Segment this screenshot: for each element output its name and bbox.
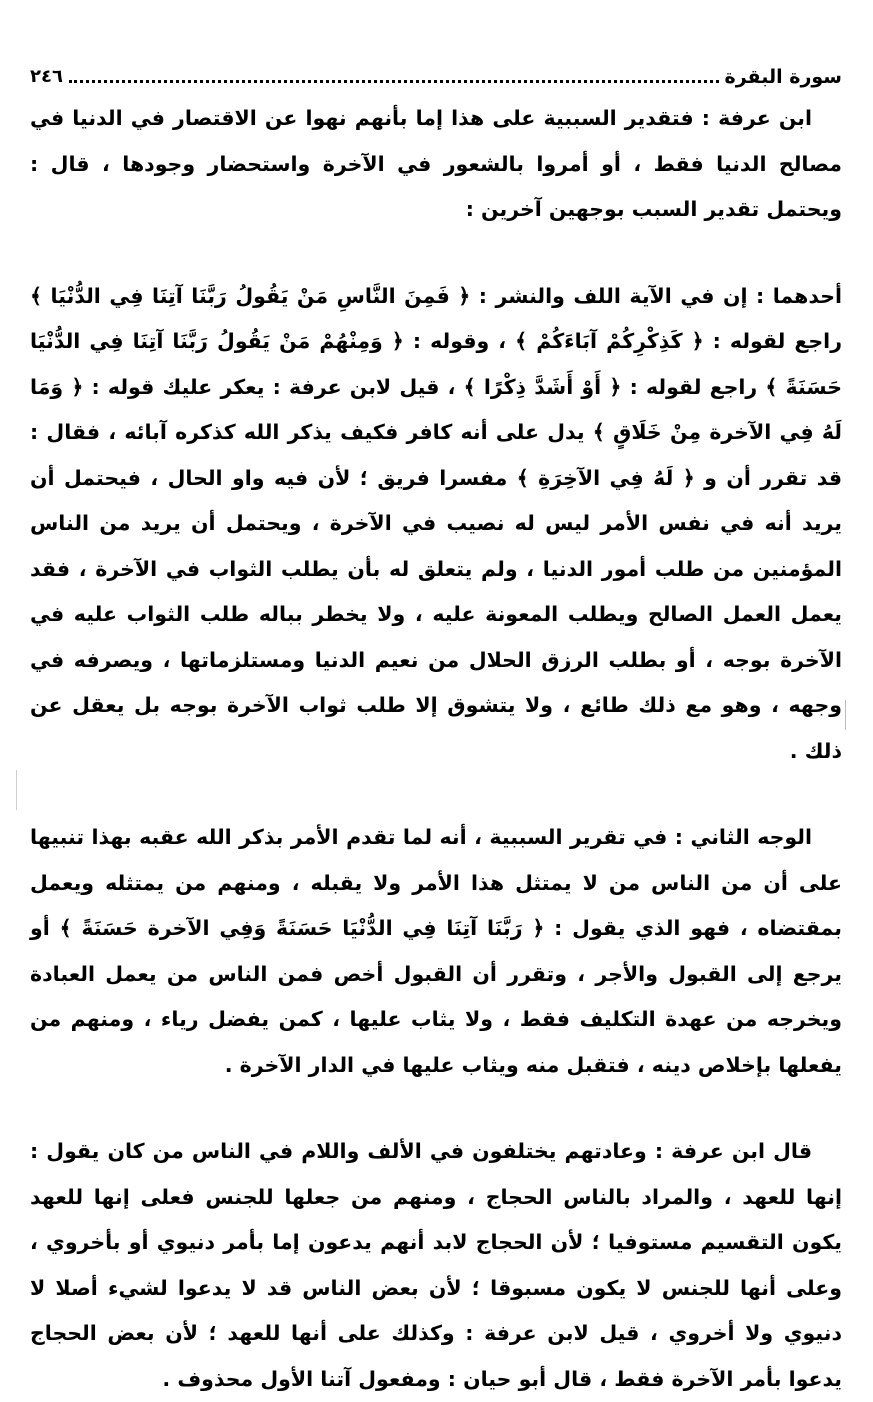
paragraph-indent bbox=[812, 1139, 842, 1163]
paragraph-text: الوجه الثاني : في تقرير السببية ، أنه لما تقدم الأمر بذكر الله عقبه بهذا تنبيها على أن من الناس من لا يمتثل هذا الأمر ولا يقبله ، ومنهم من يمتثله ويعمل بمقتضاه ، فهو الذي يقول : ﴿ رَبَّنَا آتِنَا فِي الدُّنْيَا حَسَنَةً وَفِي الآخرة حَسَنَةً ﴾ أو يرجع إلى القبول والأجر ، وتقرر أن القبول أخص فمن الناس من يعمل العبادة ويخرجه من عهدة التكليف فقط ، ولا يثاب عليها ، كمن يفضل رياء ، ومنهم من يفعلها بإخلاص دينه ، فتقبل منه ويثاب عليها في الدار الآخرة . bbox=[30, 825, 842, 1077]
page-number: ٢٤٦ bbox=[30, 66, 63, 87]
paragraph-3 bbox=[30, 815, 842, 1088]
margin-scan-mark bbox=[845, 700, 846, 730]
margin-scan-mark bbox=[16, 770, 17, 810]
paragraph-4 bbox=[30, 1129, 842, 1402]
running-header bbox=[30, 58, 842, 96]
paragraph-text: قال ابن عرفة : وعادتهم يختلفون في الألف واللام في الناس من كان يقول : إنها للعهد ، والمراد بالناس الحجاج ، ومنهم من جعلها للجنس فعلى إنها للعهد يكون التقسيم مستوفيا ؛ لأن الحجاج لابد أنهم يدعون إما بأمر دنيوي أو بأخروي ، وعلى أنها للجنس لا يكون مسبوقا ؛ لأن بعض الناس قد لا يدعوا لشيء أصلا لا دنيوي ولا أخروي ، قيل لابن عرفة : وكذلك على أنها للعهد ؛ لأن بعض الحجاج يدعوا بأمر الآخرة فقط ، قال أبو حيان : ومفعول آتنا الأول محذوف . bbox=[30, 1139, 842, 1391]
paragraph-text: أحدهما : إن في الآية اللف والنشر : ﴿ فَمِنَ النَّاسِ مَنْ يَقُولُ رَبَّنَا آتِنَا فِي الدُّنْيَا ﴾ راجع لقوله : ﴿ كَذِكْرِكُمْ آبَاءَكُمْ ﴾ ، وقوله : ﴿ وَمِنْهُمْ مَنْ يَقُولُ رَبَّنَا آتِنَا فِي الدُّنْيَا حَسَنَةً ﴾ راجع لقوله : ﴿ أَوْ أَشَدَّ ذِكْرًا ﴾ ، قيل لابن عرفة : يعكر عليك قوله : ﴿ وَمَا لَهُ فِي الآخرة مِنْ خَلَاقٍ ﴾ يدل على أنه كافر فكيف يذكر الله كذكره آبائه ، فقال : قد تقرر أن و ﴿ لَهُ فِي الآخِرَةِ ﴾ مفسرا فريق ؛ لأن فيه واو الحال ، فيحتمل أن يريد أنه في نفس الأمر ليس له نصيب في الآخرة ، ويحتمل أن يريد من الناس المؤمنين من طلب أمور الدنيا ، ولم يتعلق له بأن يطلب الثواب في الآخرة ، فقد يعمل العمل الصالح ويطلب المعونة عليه ، ولا يخطر بباله طلب الثواب عليه في الآخرة بوجه ، أو بطلب الرزق الحلال من نعيم الدنيا ومستلزماتها ، ويصرفه في وجهه ، وهو مع ذلك طائع ، ولا يتشوق إلا طلب ثواب الآخرة بوجه بل يعقل عن ذلك . bbox=[30, 283, 842, 763]
paragraph-2 bbox=[30, 274, 842, 775]
paragraph-indent bbox=[812, 106, 842, 130]
paragraph-1 bbox=[30, 96, 842, 233]
paragraph-indent bbox=[812, 825, 842, 849]
surah-title: سورة البقرة bbox=[724, 66, 842, 88]
paragraph-text: ابن عرفة : فتقدير السببية على هذا إما بأنهم نهوا عن الاقتصار في الدنيا في مصالح الدنيا فقط ، أو أمروا بالشعور في الآخرة واستحضار وجودها ، قال : ويحتمل تقدير السبب بوجهين آخرين : bbox=[30, 106, 842, 221]
book-page bbox=[30, 58, 842, 1391]
dotted-leader bbox=[69, 68, 719, 83]
